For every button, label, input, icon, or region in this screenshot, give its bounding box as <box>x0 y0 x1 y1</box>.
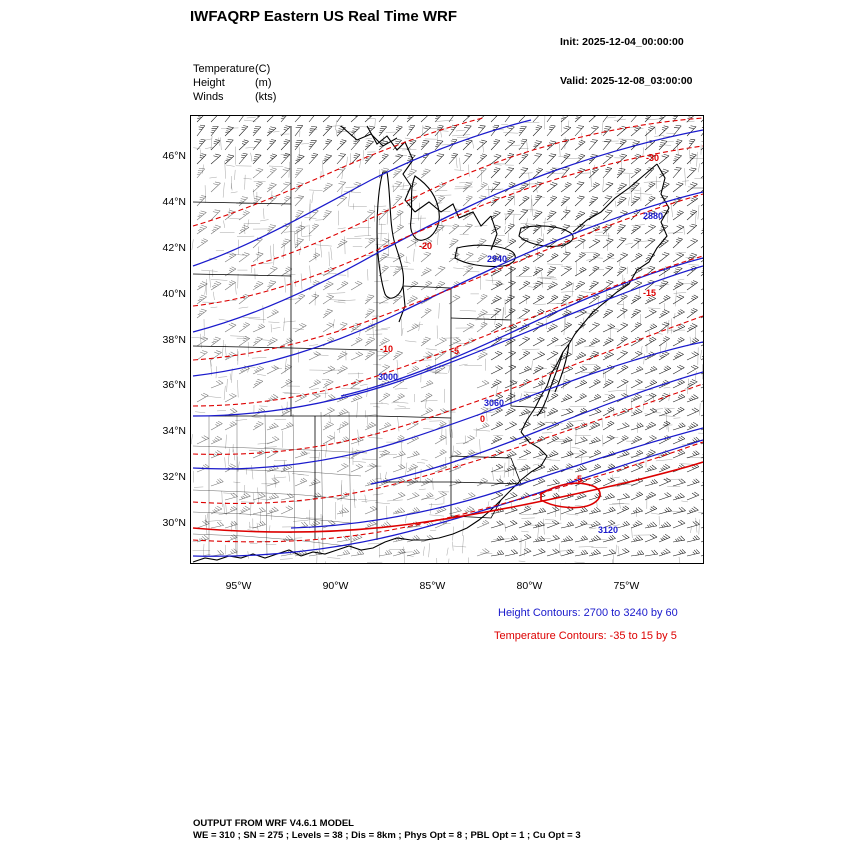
svg-text:3000: 3000 <box>378 372 399 382</box>
units-winds-unit: (kts) <box>255 91 277 103</box>
y-axis-tick-label: 40°N <box>162 287 186 300</box>
temperature-contour-legend: Temperature Contours: -35 to 15 by 5 <box>494 630 677 642</box>
page-title: IWFAQRP Eastern US Real Time WRF <box>190 8 458 25</box>
y-axis-tick-label: 30°N <box>162 516 186 529</box>
units-winds-row <box>193 90 276 104</box>
init-time: Init: 2025-12-04_00:00:00 <box>560 36 684 48</box>
wind-barbs <box>193 116 703 556</box>
svg-text:-30: -30 <box>646 153 660 163</box>
y-axis-tick-label: 42°N <box>162 241 186 254</box>
x-axis-tick-label: 75°W <box>613 580 640 592</box>
y-axis-tick-label: 46°N <box>162 150 186 163</box>
svg-text:-15: -15 <box>643 288 657 298</box>
x-axis-tick-label: 80°W <box>516 580 543 592</box>
units-height-label: Height <box>193 77 225 89</box>
footer-line-1: OUTPUT FROM WRF V4.6.1 MODEL <box>193 818 354 829</box>
init-valid-times <box>560 10 693 114</box>
units-height-row <box>193 76 276 90</box>
y-axis-tick-label: 38°N <box>162 333 186 346</box>
map-plot-area <box>190 115 704 564</box>
y-axis-tick-label: 36°N <box>162 379 186 392</box>
units-temperature-row <box>193 62 276 76</box>
svg-text:3120: 3120 <box>598 525 619 535</box>
x-axis-tick-label: 90°W <box>322 580 349 592</box>
svg-text:2940: 2940 <box>487 254 508 264</box>
svg-text:2880: 2880 <box>643 211 664 221</box>
height-contour-legend: Height Contours: 2700 to 3240 by 60 <box>498 607 678 619</box>
temperature-contours <box>193 118 703 542</box>
x-axis-tick-label: 85°W <box>419 580 446 592</box>
model-output-footer <box>193 818 581 841</box>
state-borders <box>193 126 547 540</box>
units-height-unit: (m) <box>255 77 272 89</box>
svg-text:0: 0 <box>480 414 486 424</box>
y-axis <box>132 115 186 564</box>
units-legend <box>193 62 276 104</box>
units-temperature-label: Temperature <box>193 63 255 75</box>
footer-line-2: WE = 310 ; SN = 275 ; Levels = 38 ; Dis = 8km ; Phys Opt = 8 ; PBL Opt = 1 ; Cu Opt = 3 <box>193 829 581 841</box>
y-axis-tick-label: 32°N <box>162 470 186 483</box>
svg-text:-20: -20 <box>419 241 433 251</box>
valid-time: Valid: 2025-12-08_03:00:00 <box>560 75 693 87</box>
map-canvas <box>191 116 703 563</box>
x-axis <box>190 580 704 600</box>
y-axis-tick-label: 34°N <box>162 425 186 438</box>
units-winds-label: Winds <box>193 91 224 103</box>
x-axis-tick-label: 95°W <box>225 580 252 592</box>
svg-text:3060: 3060 <box>484 398 505 408</box>
units-temperature-unit: (C) <box>255 63 271 75</box>
svg-text:-5: -5 <box>451 346 460 356</box>
county-lines <box>193 412 367 556</box>
y-axis-tick-label: 44°N <box>162 196 186 209</box>
svg-text:-5: -5 <box>574 474 583 484</box>
svg-text:-10: -10 <box>380 344 394 354</box>
